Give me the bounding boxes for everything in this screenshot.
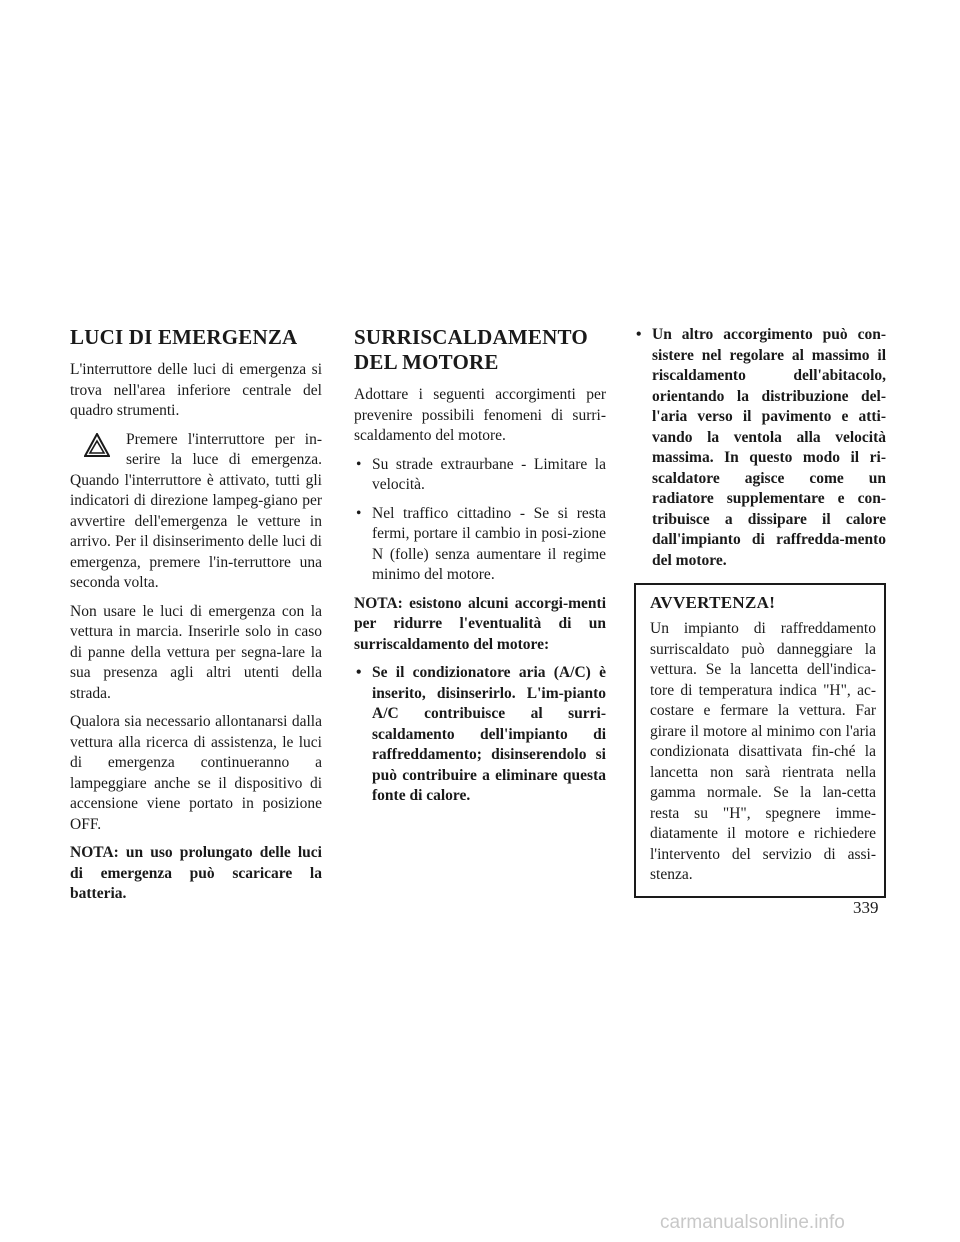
watermark: carmanualsonline.info xyxy=(660,1212,845,1233)
note-battery: NOTA: un uso prolungato delle luci di emergenza può scaricare la batteria. xyxy=(70,844,322,902)
paragraph-leave-vehicle: Qualora sia necessario allontanarsi dalla vettura alla ricerca di assistenza, le luci di emergenza continueranno a lampeggiare anche se il dispositivo di accensione viene portato in posizione OFF. xyxy=(70,713,322,833)
list-item-text: Nel traffico cittadino - Se si resta fermi, portare il cambio in posi-zione N (folle) senza aumentare il regime minimo del motore. xyxy=(372,504,606,583)
hazard-warning-triangle-icon xyxy=(84,433,110,457)
column-engine-overheating xyxy=(354,325,606,815)
bullet-glyph: • xyxy=(356,504,362,522)
overheating-measures-list xyxy=(354,663,606,807)
list-item xyxy=(354,663,606,807)
list-item xyxy=(634,325,886,571)
list-item-text: Un altro accorgimento può con-sistere nel regolare al massimo il riscaldamento dell'abitacolo, orientando la distribuzione del-l'aria verso il pavimento e atti-vando la ventola alla velocità massima. In questo modo il ri-scaldatore agisce come un radiatore supplementare e con-tribuisce a dissipare il calore dall'impianto di raffredda-mento del motore. xyxy=(652,326,886,569)
heading-line-2: DEL MOTORE xyxy=(354,350,499,374)
warning-title: AVVERTENZA! xyxy=(650,593,776,612)
bullet-glyph: • xyxy=(356,664,362,681)
warning-box xyxy=(634,583,886,898)
section-heading-hazard-lights: LUCI DI EMERGENZA xyxy=(70,325,298,349)
list-item xyxy=(354,455,606,496)
list-item-text: Su strade extraurbane - Limitare la velocità. xyxy=(372,455,606,493)
paragraph-activate-hazard: Premere l'interruttore per in-serire la luce di emergenza. Quando l'interruttore è attivato, tutti gli indicatori di direzione lampeg-giano per avvertire dell'emergenza le vetture in arrivo. Per il disinserimento delle luci di emergenza, premere l'in-terruttore una seconda volta. xyxy=(70,430,322,591)
note-overheating-measures: NOTA: esistono alcuni accorgi-menti per ridurre l'eventualità di un surriscaldamento del motore: xyxy=(354,594,606,653)
overheating-tips-list xyxy=(354,455,606,586)
bullet-glyph: • xyxy=(356,455,362,473)
overheating-measures-list-continued xyxy=(634,325,886,571)
list-item xyxy=(354,504,606,586)
heading-line-1: SURRISCALDAMENTO xyxy=(354,325,588,349)
paragraph-overheating-intro: Adottare i seguenti accorgimenti per prevenire possibili fenomeni di surri-scaldamento del motore. xyxy=(354,386,606,444)
paragraph-switch-location: L'interruttore delle luci di emergenza si trova nell'area inferiore centrale del quadro strumenti. xyxy=(70,361,322,419)
column-overheating-continued xyxy=(634,325,886,898)
page-number: 339 xyxy=(853,898,879,917)
hazard-instruction-block xyxy=(70,430,322,602)
column-hazard-lights xyxy=(70,325,322,913)
list-item-text: Se il condizionatore aria (A/C) è inserito, disinserirlo. L'im-pianto A/C contribuisce al surri-scaldamento dell'impianto di raffreddamento; disinserendolo si può contribuire a eliminare questa fonte di calore. xyxy=(372,664,606,804)
bullet-glyph: • xyxy=(636,326,642,343)
paragraph-usage-warning: Non usare le luci di emergenza con la vettura in marcia. Inserirle solo in caso di panne della vettura per segna-lare la sua presenza agli altri utenti della strada. xyxy=(70,602,322,702)
warning-text: Un impianto di raffreddamento surriscaldato può danneggiare la vettura. Se la lancetta dell'indica-tore di temperatura indica "H", ac-costare e fermare la vettura. Far girare il motore al minimo con l'aria condizionata disattivata fin-ché la lancetta non sarà rientrata nella gamma normale. Se la lan-cetta resta su "H", spegnere imme-diatamente il motore e richiedere l'intervento del servizio di assi-stenza. xyxy=(650,620,876,883)
section-heading-overheating xyxy=(354,325,606,375)
